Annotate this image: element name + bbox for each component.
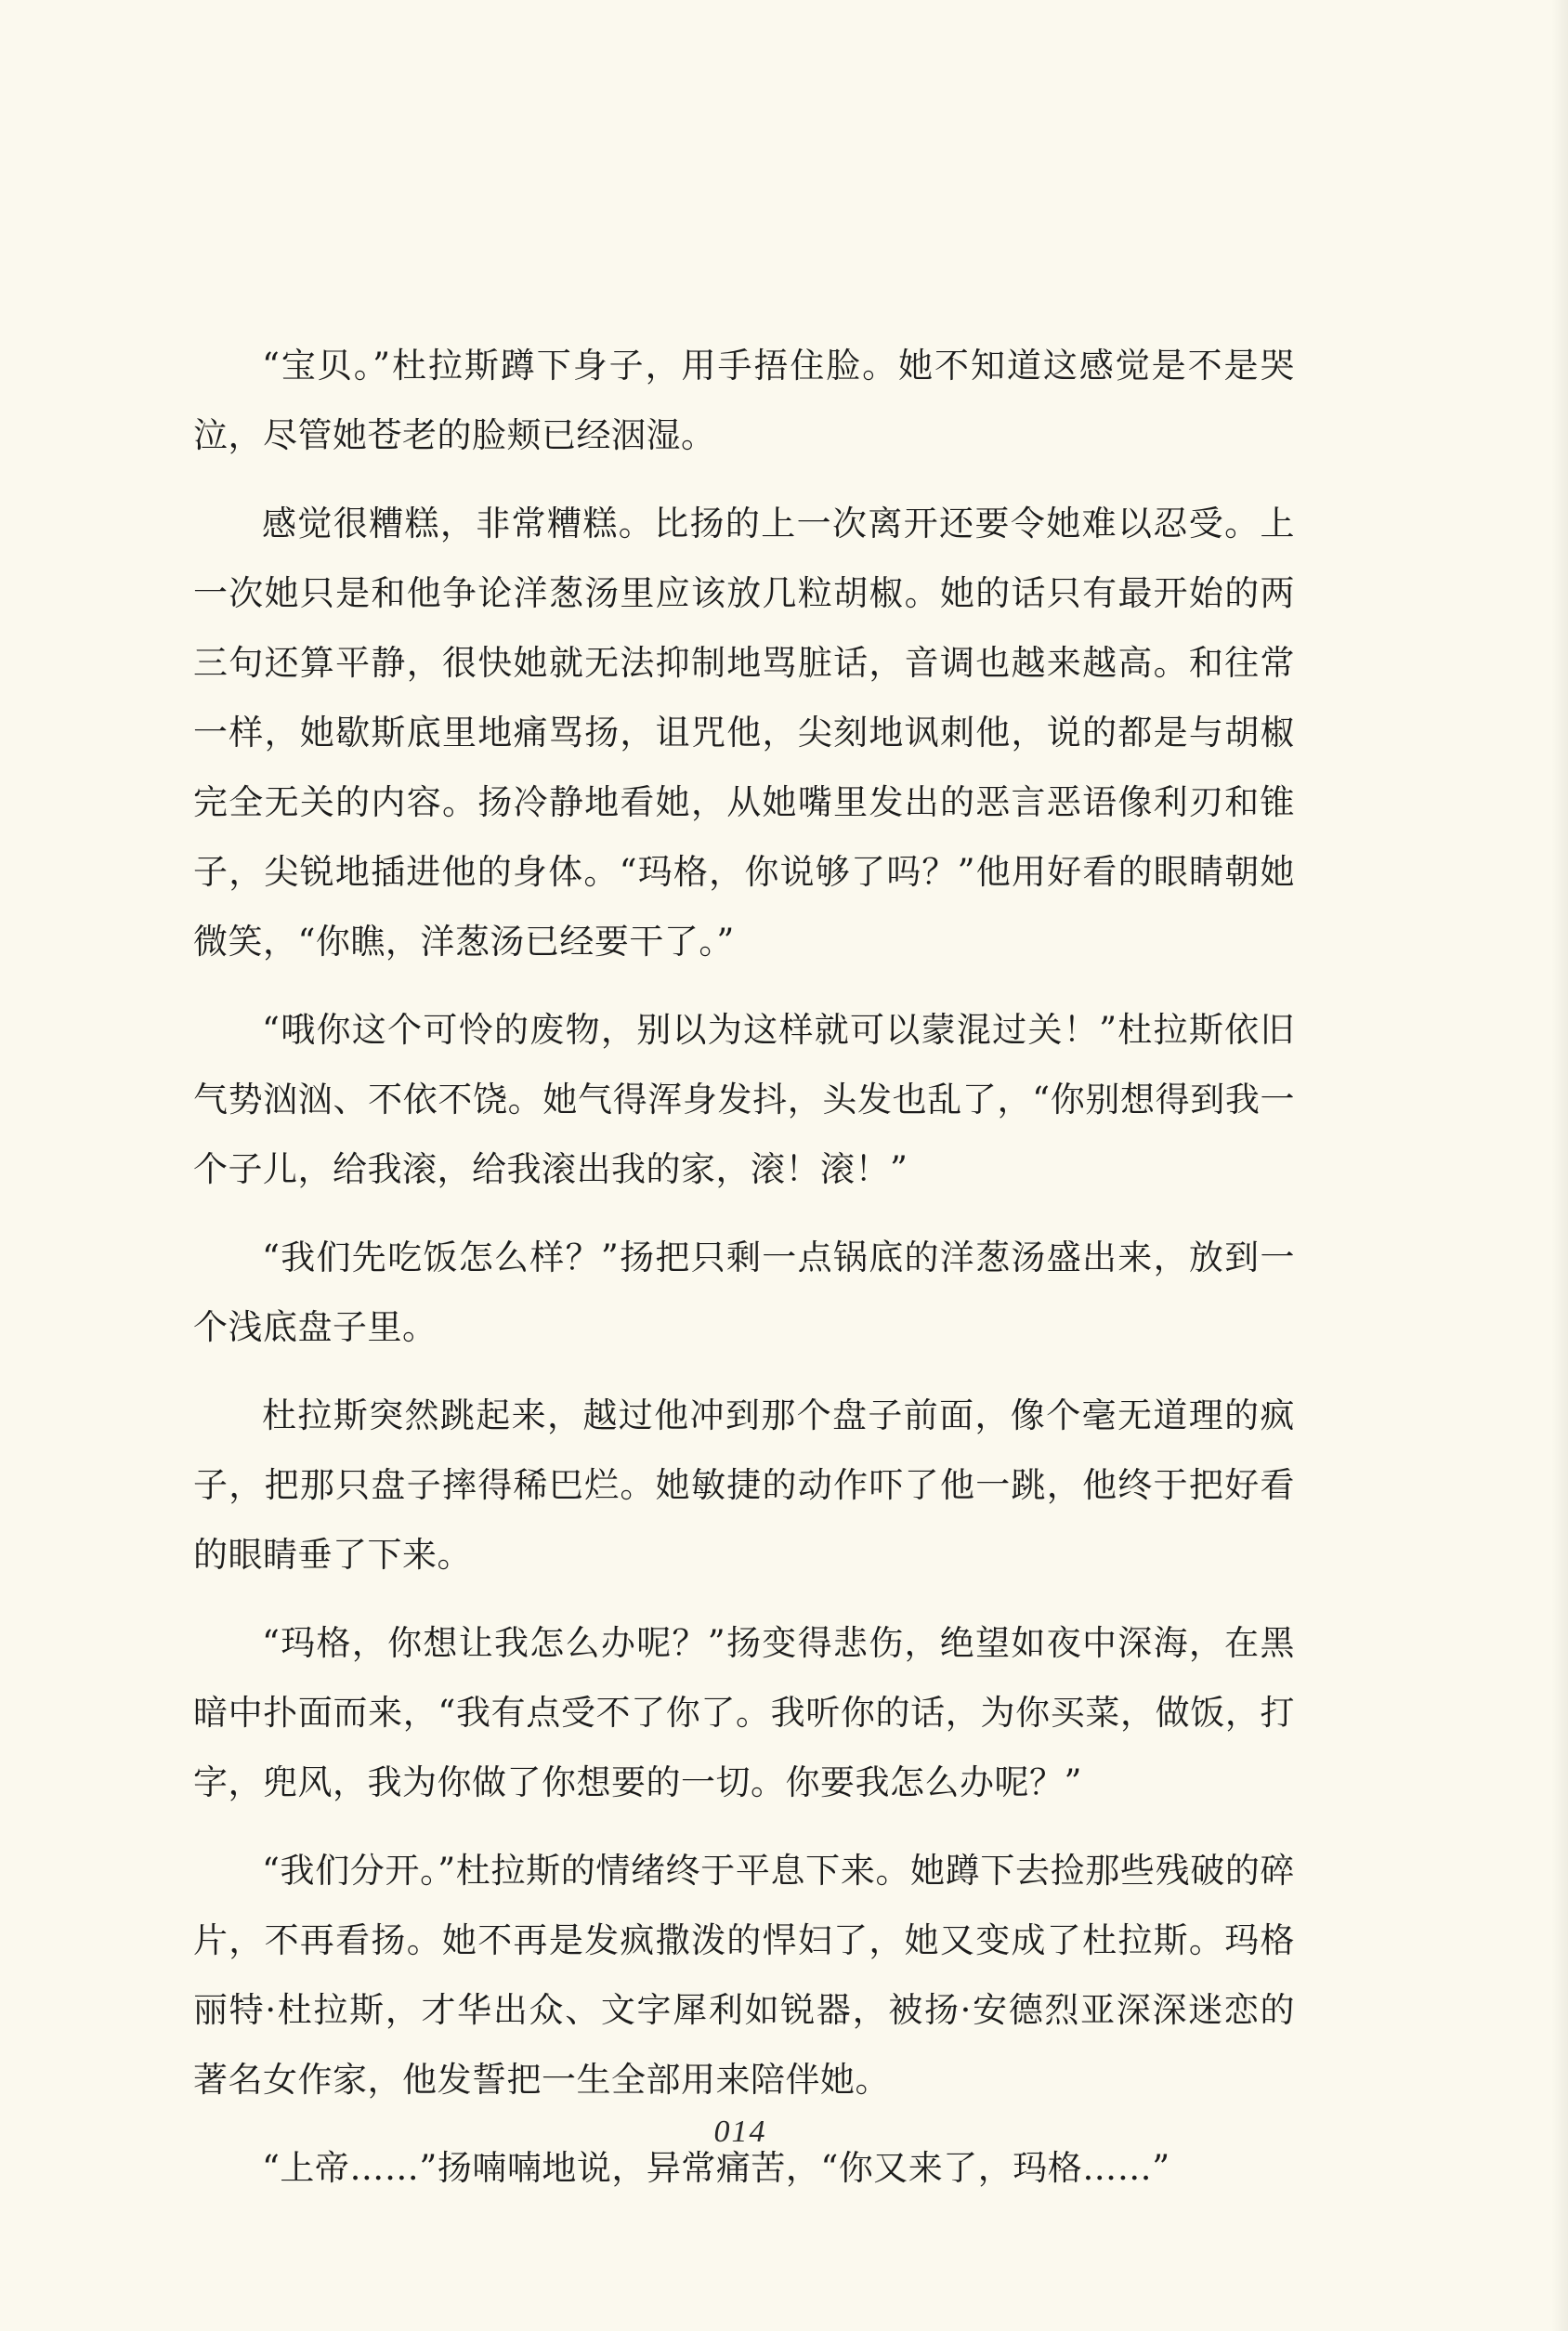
page-edge-shadow: [1551, 0, 1568, 2331]
page-number: 014: [713, 2115, 767, 2149]
paragraph: 杜拉斯突然跳起来，越过他冲到那个盘子前面，像个毫无道理的疯子，把那只盘子摔得稀巴烂。她敏捷的动作吓了他一跳，他终于把好看的眼睛垂了下来。: [193, 1395, 1295, 1575]
paragraph: “我们分开。”杜拉斯的情绪终于平息下来。她蹲下去捡那些残破的碎片，不再看扬。她不再是发疯撒泼的悍妇了，她又变成了杜拉斯。玛格丽特·杜拉斯，才华出众、文字犀利如锐器，被扬·安德烈亚深深迷恋的著名女作家，他发誓把一生全部用来陪伴她。: [193, 1851, 1295, 2100]
body-text: [193, 331, 1295, 2221]
paragraph: “上帝……”扬喃喃地说，异常痛苦，“你又来了，玛格……”: [262, 2148, 1170, 2188]
paragraph: 感觉很糟糕，非常糟糕。比扬的上一次离开还要令她难以忍受。上一次她只是和他争论洋葱汤里应该放几粒胡椒。她的话只有最开始的两三句还算平静，很快她就无法抑制地骂脏话，音调也越来越高。和往常一样，她歇斯底里地痛骂扬，诅咒他，尖刻地讽刺他，说的都是与胡椒完全无关的内容。扬冷静地看她，从她嘴里发出的恶言恶语像利刃和锥子，尖锐地插进他的身体。“玛格，你说够了吗？”他用好看的眼睛朝她微笑，“你瞧，洋葱汤已经要干了。”: [193, 504, 1295, 962]
paragraph: “玛格，你想让我怎么办呢？”扬变得悲伤，绝望如夜中深海，在黑暗中扑面而来，“我有点受不了你了。我听你的话，为你买菜，做饭，打字，兜风，我为你做了你想要的一切。你要我怎么办呢？”: [193, 1623, 1295, 1802]
paragraph: “宝贝。”杜拉斯蹲下身子，用手捂住脸。她不知道这感觉是不是哭泣，尽管她苍老的脸颊已经洇湿。: [193, 346, 1295, 455]
paragraph: “我们先吃饭怎么样？”扬把只剩一点锅底的洋葱汤盛出来，放到一个浅底盘子里。: [193, 1238, 1295, 1347]
paragraph: “哦你这个可怜的废物，别以为这样就可以蒙混过关！”杜拉斯依旧气势汹汹、不依不饶。她气得浑身发抖，头发也乱了，“你别想得到我一个子儿，给我滚，给我滚出我的家，滚！滚！”: [193, 1010, 1295, 1189]
